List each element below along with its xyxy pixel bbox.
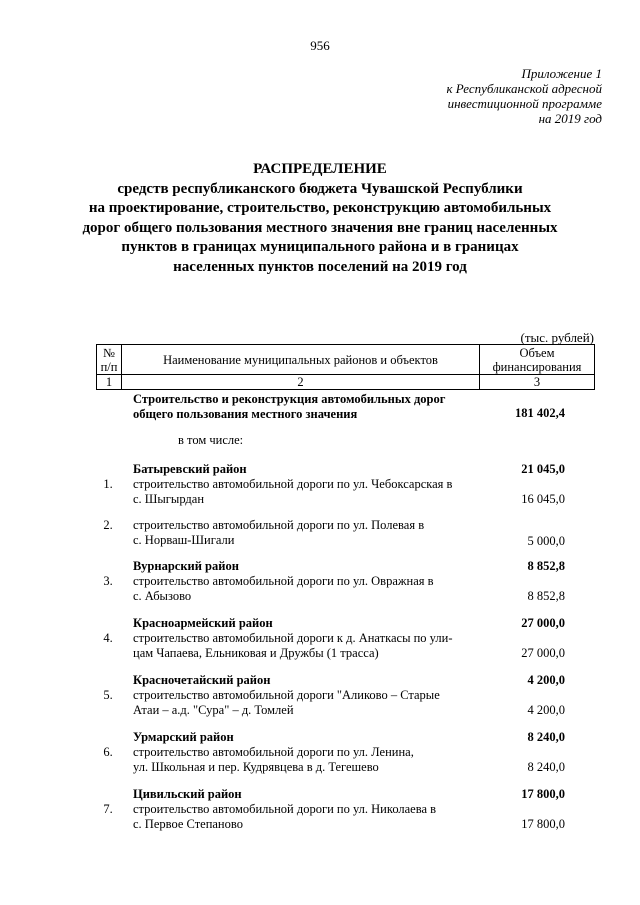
- title-line: на проектирование, строительство, реконструкцию автомобильных: [88, 200, 552, 216]
- appendix-line: инвестиционной программе: [447, 96, 602, 111]
- header-col-number-a: №: [103, 345, 115, 360]
- item-amount: 16 045,0: [521, 492, 565, 506]
- item-amount: 5 000,0: [527, 534, 565, 548]
- appendix-line: Приложение 1: [521, 66, 602, 81]
- total-amount: 181 402,4: [515, 406, 565, 420]
- item-number: 4.: [103, 631, 113, 645]
- district-name: Красночетайский район: [133, 673, 271, 687]
- item-line: строительство автомобильной дороги по ул. Ленина,: [133, 745, 414, 759]
- header-col-number-b: п/п: [100, 359, 118, 374]
- item-number: 2.: [103, 518, 113, 532]
- district-amount: 8 240,0: [527, 730, 565, 744]
- item-description: [133, 745, 474, 775]
- item-amount: 4 200,0: [527, 703, 565, 717]
- district-amount: 27 000,0: [521, 616, 565, 630]
- item-description: [133, 802, 474, 832]
- item-number: 1.: [103, 477, 113, 491]
- title-line: населенных пунктов поселений на 2019 год: [173, 258, 467, 275]
- item-line: строительство автомобильной дороги к д. Анаткасы по ули-: [133, 631, 453, 645]
- total-label-line: Строительство и реконструкция автомобильных дорог: [133, 392, 446, 406]
- item-line: строительство автомобильной дороги по ул. Чебоксарская в: [133, 477, 453, 491]
- table-header: [96, 344, 595, 390]
- item-amount: 8 240,0: [527, 760, 565, 774]
- item-description: [133, 574, 474, 604]
- header-col-amount: [480, 345, 595, 375]
- item-line: Атаи – а.д. "Сура" – д. Томлей: [133, 703, 294, 717]
- title-line: средств республиканского бюджета Чувашской Республики: [117, 180, 523, 197]
- title-heading: РАСПРЕДЕЛЕНИЕ: [253, 161, 387, 177]
- item-number: 6.: [103, 745, 113, 759]
- item-line: ул. Школьная и пер. Кудрявцева в д. Тегешево: [133, 760, 379, 774]
- total-label: [133, 392, 474, 422]
- item-line: цам Чапаева, Ельниковая и Дружбы (1 трасса): [133, 646, 379, 660]
- item-number: 7.: [103, 802, 113, 816]
- item-description: [133, 688, 474, 718]
- header-col-number: [97, 345, 122, 375]
- item-line: с. Норваш-Шигали: [133, 533, 235, 547]
- appendix-line: на 2019 год: [538, 111, 602, 126]
- district-amount: 17 800,0: [521, 787, 565, 801]
- title-line: дорог общего пользования местного значения вне границ населенных: [82, 219, 558, 236]
- item-line: строительство автомобильной дороги по ул. Николаева в: [133, 802, 437, 816]
- item-number: 5.: [103, 688, 113, 702]
- district-name: Красноармейский район: [133, 616, 273, 630]
- total-label-line: общего пользования местного значения: [133, 407, 358, 421]
- item-description: [133, 518, 474, 548]
- header-index-1: 1: [97, 375, 122, 390]
- district-name: Вурнарский район: [133, 559, 239, 573]
- item-number: 3.: [103, 574, 113, 588]
- header-index-3: 3: [480, 375, 595, 390]
- unit-label: (тыс. рублей): [520, 330, 594, 345]
- header-col-amount-a: Объем: [519, 345, 555, 360]
- item-amount: 27 000,0: [521, 646, 565, 660]
- item-line: строительство автомобильной дороги "Аликово – Старые: [133, 688, 440, 702]
- item-line: с. Шыгырдан: [133, 492, 205, 506]
- in-that-label: в том числе:: [178, 433, 244, 447]
- item-amount: 17 800,0: [521, 817, 565, 831]
- item-line: строительство автомобильной дороги по ул. Полевая в: [133, 518, 425, 532]
- item-line: с. Абызово: [133, 589, 192, 603]
- item-amount: 8 852,8: [527, 589, 565, 603]
- item-line: строительство автомобильной дороги по ул. Овражная в: [133, 574, 434, 588]
- header-index-2: 2: [122, 375, 480, 390]
- document-title: [0, 160, 640, 277]
- page-number: 956: [310, 38, 330, 53]
- district-name: Цивильский район: [133, 787, 242, 801]
- district-amount: 21 045,0: [521, 462, 565, 476]
- item-line: с. Первое Степаново: [133, 817, 243, 831]
- district-name: Урмарский район: [133, 730, 234, 744]
- item-description: [133, 631, 474, 661]
- item-description: [133, 477, 474, 507]
- title-line: пунктов в границах муниципального района и в границах: [121, 239, 519, 255]
- district-amount: 8 852,8: [527, 559, 565, 573]
- district-amount: 4 200,0: [527, 673, 565, 687]
- appendix-line: к Республиканской адресной: [446, 81, 602, 96]
- header-col-amount-b: финансирования: [492, 359, 582, 374]
- district-name: Батыревский район: [133, 462, 247, 476]
- header-col-name: Наименование муниципальных районов и объектов: [122, 345, 480, 375]
- appendix-note: [400, 66, 602, 126]
